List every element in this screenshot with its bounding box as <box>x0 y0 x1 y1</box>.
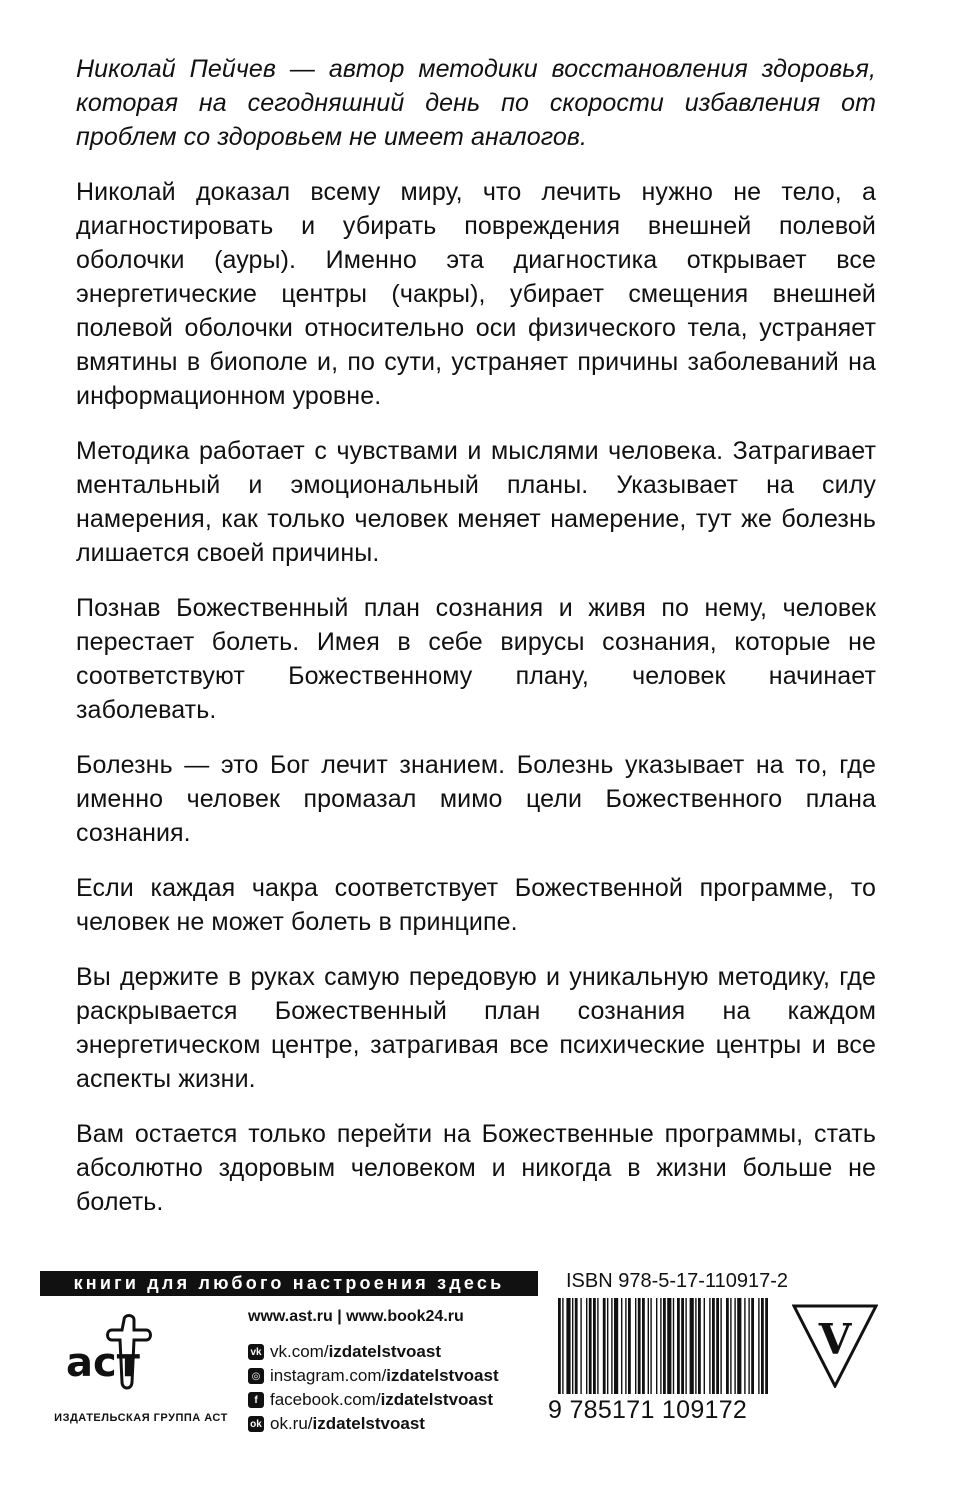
barcode-bar <box>663 1298 666 1394</box>
barcode-bar <box>726 1298 729 1394</box>
isbn-number: ISBN 978-5-17-110917-2 <box>566 1270 788 1292</box>
social-handle: izdatelstvoast <box>328 1342 441 1361</box>
social-link-instagram[interactable] <box>248 1364 499 1388</box>
barcode-bar <box>690 1298 694 1394</box>
social-link-ok[interactable] <box>248 1412 499 1436</box>
barcode-bar <box>667 1298 671 1394</box>
barcode-bar <box>673 1298 674 1394</box>
body-paragraph: Методика работает с чувствами и мыслями человека. Затрагивает ментальный и эмоциональный планы. Указывает на силу намерения, как только человек меняет намерение, тут же болезнь лишается своей причины. <box>76 437 876 567</box>
barcode-bar <box>607 1298 608 1394</box>
social-prefix: instagram.com/ <box>270 1366 387 1385</box>
barcode-bar <box>695 1298 696 1394</box>
barcode-bar <box>593 1298 596 1394</box>
barcode-bar <box>681 1298 684 1394</box>
barcode-bar <box>625 1298 626 1394</box>
intro-paragraph: Николай Пейчев — автор методики восстановления здоровья, которая на сегодняшний день по скорости избавления от проблем со здоровьем не имеет аналогов. <box>76 55 876 151</box>
barcode-bar <box>589 1298 592 1394</box>
barcode-bar <box>677 1298 680 1394</box>
barcode-bar <box>660 1298 661 1394</box>
barcode-bar <box>709 1298 710 1394</box>
vk-icon: vk <box>248 1344 264 1360</box>
barcode-bar <box>611 1298 612 1394</box>
barcode-bar <box>744 1298 745 1394</box>
barcode <box>558 1298 770 1394</box>
barcode-bar <box>712 1298 715 1394</box>
barcode-bar <box>751 1298 754 1394</box>
tagline-banner: книги для любого настроения здесь <box>40 1271 538 1296</box>
body-paragraph: Болезнь — это Бог лечит знанием. Болезнь указывает на то, где именно человек промазал мимо цели Божественного плана сознания. <box>76 751 876 847</box>
barcode-bar <box>765 1298 768 1394</box>
rating-symbol: V <box>818 1315 852 1364</box>
age-rating-mark <box>792 1302 878 1388</box>
barcode-bar <box>635 1298 636 1394</box>
barcode-bar <box>614 1298 618 1394</box>
social-handle: izdatelstvoast <box>386 1366 499 1385</box>
body-paragraph: Вы держите в руках самую передовую и уникальную методику, где раскрывается Божественный план сознания на каждом энергетическом центре, затрагивая все психические центры и все аспекты жизни. <box>76 963 876 1093</box>
barcode-bar <box>748 1298 749 1394</box>
barcode-bar <box>628 1298 631 1394</box>
annotation-text <box>76 52 876 1240</box>
barcode-bar <box>761 1298 764 1394</box>
barcode-bar <box>558 1298 561 1394</box>
barcode-bar <box>586 1298 587 1394</box>
barcode-bar <box>580 1298 581 1394</box>
barcode-bar <box>656 1298 657 1394</box>
barcode-bar <box>572 1298 573 1394</box>
social-link-vk[interactable] <box>248 1340 499 1364</box>
ast-logo <box>60 1310 170 1395</box>
facebook-icon: f <box>248 1392 264 1408</box>
barcode-bar <box>685 1298 686 1394</box>
odnoklassniki-icon: ok <box>248 1416 264 1432</box>
barcode-bar <box>650 1298 651 1394</box>
barcode-digits: 9 785171 109172 <box>548 1396 748 1424</box>
body-paragraph: Вам остается только перейти на Божественные программы, стать абсолютно здоровым человеком и никогда в жизни больше не болеть. <box>76 1120 876 1216</box>
social-link-facebook[interactable] <box>248 1388 499 1412</box>
barcode-bar <box>730 1298 731 1394</box>
barcode-bar <box>737 1298 741 1394</box>
social-prefix: vk.com/ <box>270 1342 329 1361</box>
barcode-bar <box>597 1298 598 1394</box>
barcode-bar <box>758 1298 759 1394</box>
barcode-bar <box>621 1298 622 1394</box>
barcode-bar <box>638 1298 641 1394</box>
body-paragraph: Познав Божественный план сознания и живя по нему, человек перестает болеть. Имея в себе вирусы сознания, которые не соответствуют Божественному плану, человек начинает заболевать. <box>76 594 876 724</box>
instagram-icon: ◎ <box>248 1368 264 1384</box>
social-prefix: ok.ru/ <box>270 1414 313 1433</box>
social-links <box>248 1340 499 1436</box>
barcode-bar <box>648 1298 649 1394</box>
social-handle: izdatelstvoast <box>312 1414 425 1433</box>
barcode-bar <box>603 1298 606 1394</box>
barcode-bar <box>642 1298 645 1394</box>
social-prefix: facebook.com/ <box>270 1390 381 1409</box>
barcode-bar <box>734 1298 735 1394</box>
barcode-bar <box>720 1298 721 1394</box>
barcode-bar <box>698 1298 701 1394</box>
logo-text: аст <box>66 1340 140 1386</box>
body-paragraph: Если каждая чакра соответствует Божественной программе, то человек не может болеть в принципе. <box>76 874 876 936</box>
website-links[interactable]: www.ast.ru | www.book24.ru <box>248 1308 464 1325</box>
social-handle: izdatelstvoast <box>380 1390 493 1409</box>
barcode-bar <box>566 1298 570 1394</box>
publisher-name: ИЗДАТЕЛЬСКАЯ ГРУППА АСТ <box>54 1412 228 1424</box>
body-paragraph: Николай доказал всему миру, что лечить нужно не тело, а диагностировать и убирать повреждения внешней полевой оболочки (ауры). Именно эта диагностика открывает все энергетические центры (чакры), убирает смещения внешней полевой оболочки относительно оси физического тела, устраняет вмятины в биополе и, по сути, устраняет причины заболеваний на информационном уровне. <box>76 178 876 410</box>
barcode-bar <box>716 1298 719 1394</box>
barcode-bar <box>575 1298 578 1394</box>
barcode-bar <box>562 1298 563 1394</box>
barcode-bar <box>704 1298 705 1394</box>
